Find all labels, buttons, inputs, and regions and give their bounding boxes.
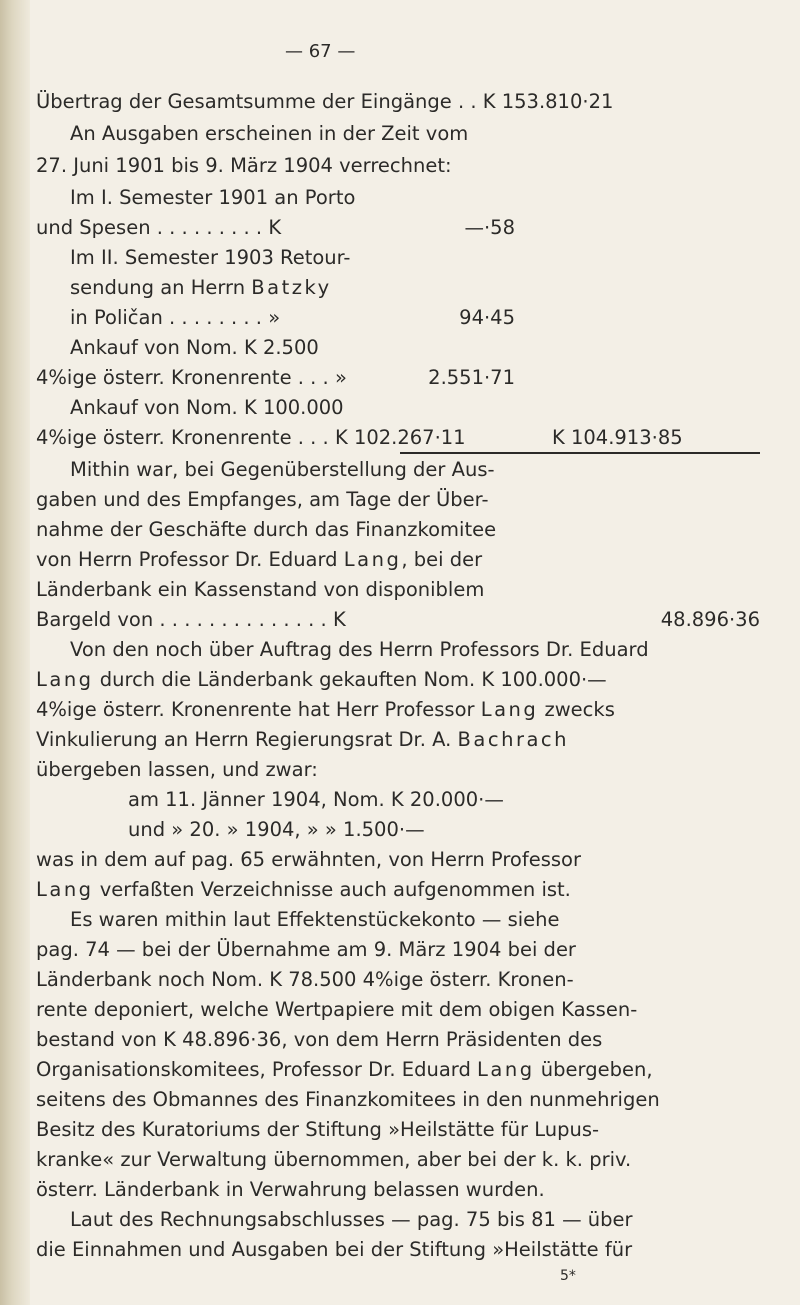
para2-line-9b: verfaßten Verzeichnisse auch aufgenommen ist.: [93, 878, 571, 901]
para3-line-6a: Organisationskomitees, Professor Dr. Eduard: [36, 1058, 478, 1081]
para1-amount-bargeld: 48.896·36: [660, 608, 760, 631]
para2-line-8: was in dem auf pag. 65 erwähnten, von Herrn Professor: [36, 848, 581, 871]
summary-line-4: Im I. Semester 1901 an Porto: [70, 186, 356, 209]
summary-line-12: 4%ige österr. Kronenrente . . . K 102.267·11: [36, 426, 466, 449]
para1-line-5: Länderbank ein Kassenstand von disponiblem: [36, 578, 485, 601]
para2-line-3b: zwecks: [538, 698, 615, 721]
signature-mark: 5*: [560, 1268, 576, 1284]
para2-line-4a: Vinkulierung an Herrn Regierungsrat Dr. A.: [36, 728, 458, 751]
para1-line-3: nahme der Geschäfte durch das Finanzkomitee: [36, 518, 497, 541]
summary-line-9: Ankauf von Nom. K 2.500: [70, 336, 319, 359]
name-lang-5: Lang: [477, 1058, 535, 1081]
summary-amount-porto: —·58: [464, 216, 515, 239]
summary-total: K 104.913·85: [552, 426, 683, 449]
name-batzky: Batzky: [251, 276, 332, 299]
para3-line-5: bestand von K 48.896·36, von dem Herrn Präsidenten des: [36, 1028, 603, 1051]
summary-line-2: An Ausgaben erscheinen in der Zeit vom: [70, 122, 469, 145]
para3-line-7: seitens des Obmannes des Finanzkomitees in den nunmehrigen: [36, 1088, 660, 1111]
summary-amount-kronenrente-1: 2.551·71: [428, 366, 515, 389]
summary-line-10: 4%ige österr. Kronenrente . . . »: [36, 366, 347, 389]
name-lang-2: Lang: [36, 668, 94, 691]
para2-line-5: übergeben lassen, und zwar:: [36, 758, 318, 781]
para3-line-10: österr. Länderbank in Verwahrung belassen wurden.: [36, 1178, 545, 1201]
para3-line-1: Es waren mithin laut Effektenstückekonto — siehe: [70, 908, 560, 931]
para3-line-6: [36, 1056, 653, 1084]
para2-line-9: [36, 876, 571, 904]
summary-line-5: und Spesen . . . . . . . . . K: [36, 216, 282, 239]
para3-line-8: Besitz des Kuratoriums der Stiftung »Heilstätte für Lupus-: [36, 1118, 600, 1141]
para3-line-6b: übergeben,: [534, 1058, 653, 1081]
summary-amount-retour: 94·45: [459, 306, 515, 329]
para2-line-3a: 4%ige österr. Kronenrente hat Herr Professor: [36, 698, 481, 721]
para1-line-1: Mithin war, bei Gegenüberstellung der Aus-: [70, 458, 495, 481]
para1-line-4b: , bei der: [401, 548, 483, 571]
summary-line-7: [70, 274, 332, 302]
para1-line-2: gaben und des Empfanges, am Tage der Über-: [36, 488, 489, 511]
summary-line-3: 27. Juni 1901 bis 9. März 1904 verrechnet:: [36, 154, 452, 177]
name-bachrach: Bachrach: [457, 728, 570, 751]
summary-line-6: Im II. Semester 1903 Retour-: [70, 246, 351, 269]
para2-line-2: [36, 666, 607, 694]
summary-rule: [400, 452, 760, 454]
page-number: — 67 —: [285, 41, 356, 62]
para2-line-2b: durch die Länderbank gekauften Nom. K 100.000·—: [93, 668, 607, 691]
para2-line-1: Von den noch über Auftrag des Herrn Professors Dr. Eduard: [70, 638, 649, 661]
summary-line-8: in Poličan . . . . . . . . »: [70, 306, 281, 329]
para2-line-7: und » 20. » 1904, » » 1.500·—: [128, 818, 425, 841]
para3-line-2: pag. 74 — bei der Übernahme am 9. März 1904 bei der: [36, 938, 576, 961]
name-lang-3: Lang: [480, 698, 539, 721]
para3-line-9: kranke« zur Verwaltung übernommen, aber bei der k. k. priv.: [36, 1148, 632, 1171]
para1-line-4: [36, 546, 482, 574]
para2-line-6: am 11. Jänner 1904, Nom. K 20.000·—: [128, 788, 504, 811]
para4-line-2: die Einnahmen und Ausgaben bei der Stiftung »Heilstätte für: [36, 1238, 633, 1261]
name-lang-1: Lang: [343, 548, 402, 571]
summary-line-7-text: sendung an Herrn: [70, 276, 252, 299]
para1-line-6: Bargeld von . . . . . . . . . . . . . . K: [36, 608, 346, 631]
para4-line-1: Laut des Rechnungsabschlusses — pag. 75 bis 81 — über: [70, 1208, 633, 1231]
para1-line-4a: von Herrn Professor Dr. Eduard: [36, 548, 344, 571]
para2-line-3: [36, 696, 615, 724]
para3-line-3: Länderbank noch Nom. K 78.500 4%ige österr. Kronen-: [36, 968, 574, 991]
para3-line-4: rente deponiert, welche Wertpapiere mit dem obigen Kassen-: [36, 998, 638, 1021]
name-lang-4: Lang: [36, 878, 94, 901]
para2-line-4: [36, 726, 569, 754]
summary-line-11: Ankauf von Nom. K 100.000: [70, 396, 344, 419]
summary-line-1: Übertrag der Gesamtsumme der Eingänge . . K 153.810·21: [36, 90, 614, 113]
